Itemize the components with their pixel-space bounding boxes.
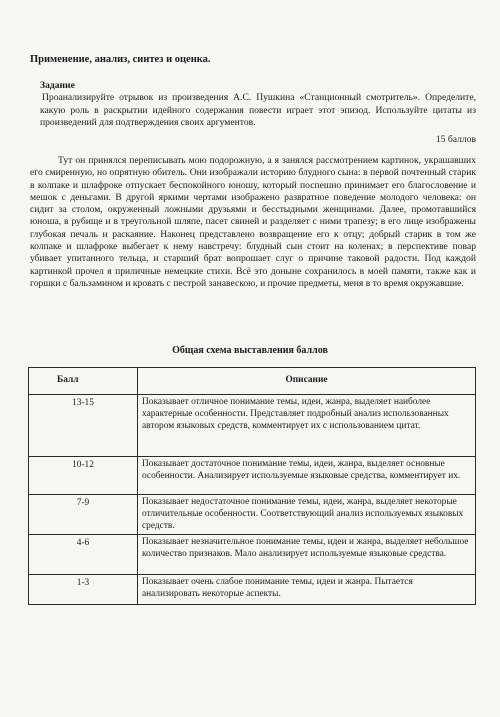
table-row [29,495,476,535]
header-description: Описание [138,368,476,395]
task-block [40,80,476,130]
row-description: Показывает достаточное понимание темы, идеи, жанра, выделяет основные особенности. Анализирует используемые языковые средства, комментирует их. [138,457,476,495]
table-row [29,535,476,575]
table-row [29,395,476,457]
grading-table [28,367,476,605]
literary-excerpt: Тут он принялся переписывать мою подорожную, а я занялся рассмотрением картинок, украшавших его смиренную, но опрятную обитель. Они изображали историю блудного сына: в первой почтенный старик в колпаке и шлафроке отпускает беспокойного юношу, который поспешно принимает его благословение и мешок с деньгами. В другой яркими чертами изображено развратное поведение молодого человека: он сидит за столом, окруженный ложными друзьями и бесстыдными женщинами. Далее, промотавшийся юноша, в рубище и в треугольной шляпе, пасет свиней и разделяет с ними трапезу; в его лице изображены глубокая печаль и раскаяние. Наконец представлено возвращение его к отцу; добрый старик в том же колпаке и шлафроке выбегает к нему навстречу: блудный сын стоит на коленах; в перспективе повар убивает упитанного тельца, и старший брат вопрошает слуг о причине таковой радости. Под каждой картинкой прочел я приличные немецкие стихи. Всё это доныне сохранилось в моей памяти, также как и горшки с бальзамином и кровать с пестрой занавескою, и прочие предметы, меня в то время окружавшие. [30,155,476,289]
table-title: Общая схема выставления баллов [172,345,328,356]
table-header-row [29,368,476,395]
task-text: Проанализируйте отрывок из произведения А.С. Пушкина «Станционный смотритель». Определите, какую роль в раскрытии идейного содержания повести играет этот эпизод. Используйте цитаты из произведений для подтверждения своих аргументов. [40,92,476,129]
row-score: 1-3 [29,575,138,605]
table-row [29,457,476,495]
header-score: Балл [29,368,138,395]
row-score: 7-9 [29,495,138,535]
points-label: 15 баллов [435,134,476,145]
row-score: 4-6 [29,535,138,575]
row-score: 13-15 [29,395,138,457]
table-row [29,575,476,605]
row-description: Показывает незначительное понимание темы, идеи и жанра, выделяет небольшое количество признаков. Мало анализирует используемые языковые средства. [138,535,476,575]
row-description: Показывает очень слабое понимание темы, идеи и жанра. Пытается анализировать некоторые аспекты. [138,575,476,605]
row-score: 10-12 [29,457,138,495]
row-description: Показывает отличное понимание темы, идеи, жанра, выделяет наиболее характерные особенности. Представляет подробный анализ использованных автором языковых средств, комментирует их с использованием цитат. [138,395,476,457]
task-label: Задание [40,80,75,91]
section-heading: Применение, анализ, синтез и оценка. [30,54,211,65]
row-description: Показывает недостаточное понимание темы, идеи, жанра, выделяет некоторые отличительные особенности. Соответствующий анализ используемых языковых средств. [138,495,476,535]
